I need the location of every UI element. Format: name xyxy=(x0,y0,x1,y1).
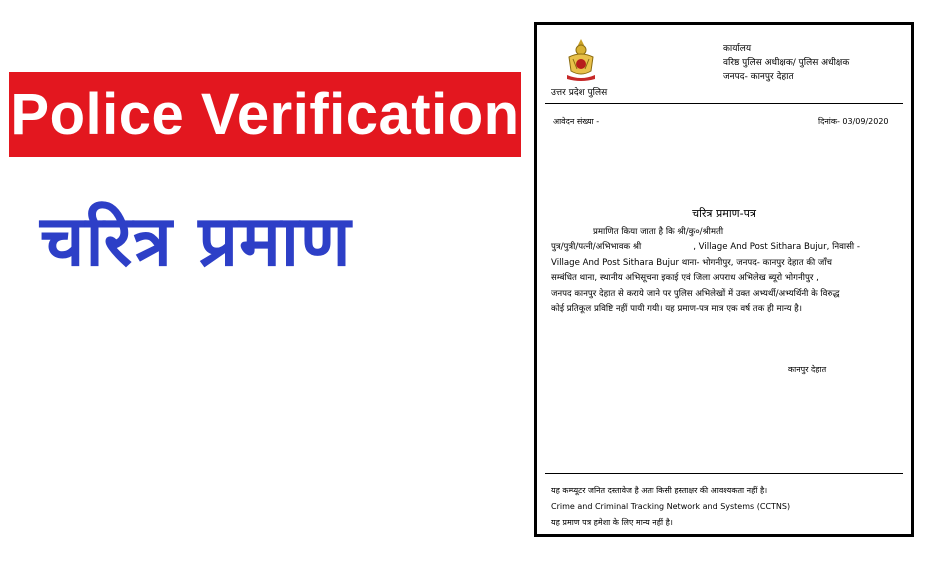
body-text: , Village And Post Sithara Bujur, निवासी - xyxy=(693,242,860,253)
body-line: प्रमाणित किया जाता है कि श्री/कु०/श्रीमती xyxy=(593,227,724,237)
office-address xyxy=(723,42,849,84)
banner-title: Police Verification xyxy=(10,82,520,147)
signature-block: कानपुर देहात xyxy=(788,365,827,374)
office-line: कार्यालय xyxy=(723,44,752,54)
police-emblem-icon xyxy=(563,37,599,81)
body-line xyxy=(551,240,903,255)
police-label: उत्तर प्रदेश पुलिस xyxy=(551,88,608,98)
footer-line: Crime and Criminal Tracking Network and Systems (CCTNS) xyxy=(551,502,791,511)
body-line: सम्बंधित थाना, स्थानीय अभिसूचना इकाई एवं जिला अपराध अभिलेख ब्यूरो भोगनीपुर , xyxy=(551,273,819,284)
application-number: आवेदन संख्या - xyxy=(553,117,600,126)
body-line: कोई प्रतिकूल प्रविष्टि नहीं पायी गयी। यह प्रमाण-पत्र मात्र एक वर्ष तक ही मान्य है। xyxy=(551,304,802,315)
certificate-document xyxy=(534,22,914,537)
hindi-title: चरित्र प्रमाण xyxy=(40,200,352,282)
header-divider xyxy=(545,103,903,104)
footer-divider xyxy=(545,473,903,474)
footer-line: यह प्रमाण पत्र हमेशा के लिए मान्य नहीं है। xyxy=(551,518,673,527)
body-text: पुत्र/पुत्री/पत्नी/अभिभावक श्री xyxy=(551,242,642,253)
body-line: Village And Post Sithara Bujur थाना- भोगनीपुर, जनपद- कानपुर देहात की जाँच xyxy=(551,257,832,268)
body-line: जनपद कानपुर देहात से कराये जाने पर पुलिस अभिलेखों में उक्त अभ्यर्थी/अभ्यर्थिनी के विरुद्ध xyxy=(551,288,840,299)
office-line: वरिष्ठ पुलिस अधीक्षक/ पुलिस अधीक्षक xyxy=(723,58,850,68)
certificate-body xyxy=(551,225,903,317)
certificate-footer xyxy=(551,483,903,531)
certificate-title: चरित्र प्रमाण-पत्र xyxy=(692,207,756,220)
title-banner xyxy=(9,72,521,157)
footer-line: यह कम्प्यूटर जनित दस्तावेज है अतः किसी हस्ताक्षर की आवश्यकता नहीं है। xyxy=(551,486,768,495)
office-line: जनपद- कानपुर देहात xyxy=(723,72,794,82)
certificate-date: दिनांक- 03/09/2020 xyxy=(818,117,889,126)
